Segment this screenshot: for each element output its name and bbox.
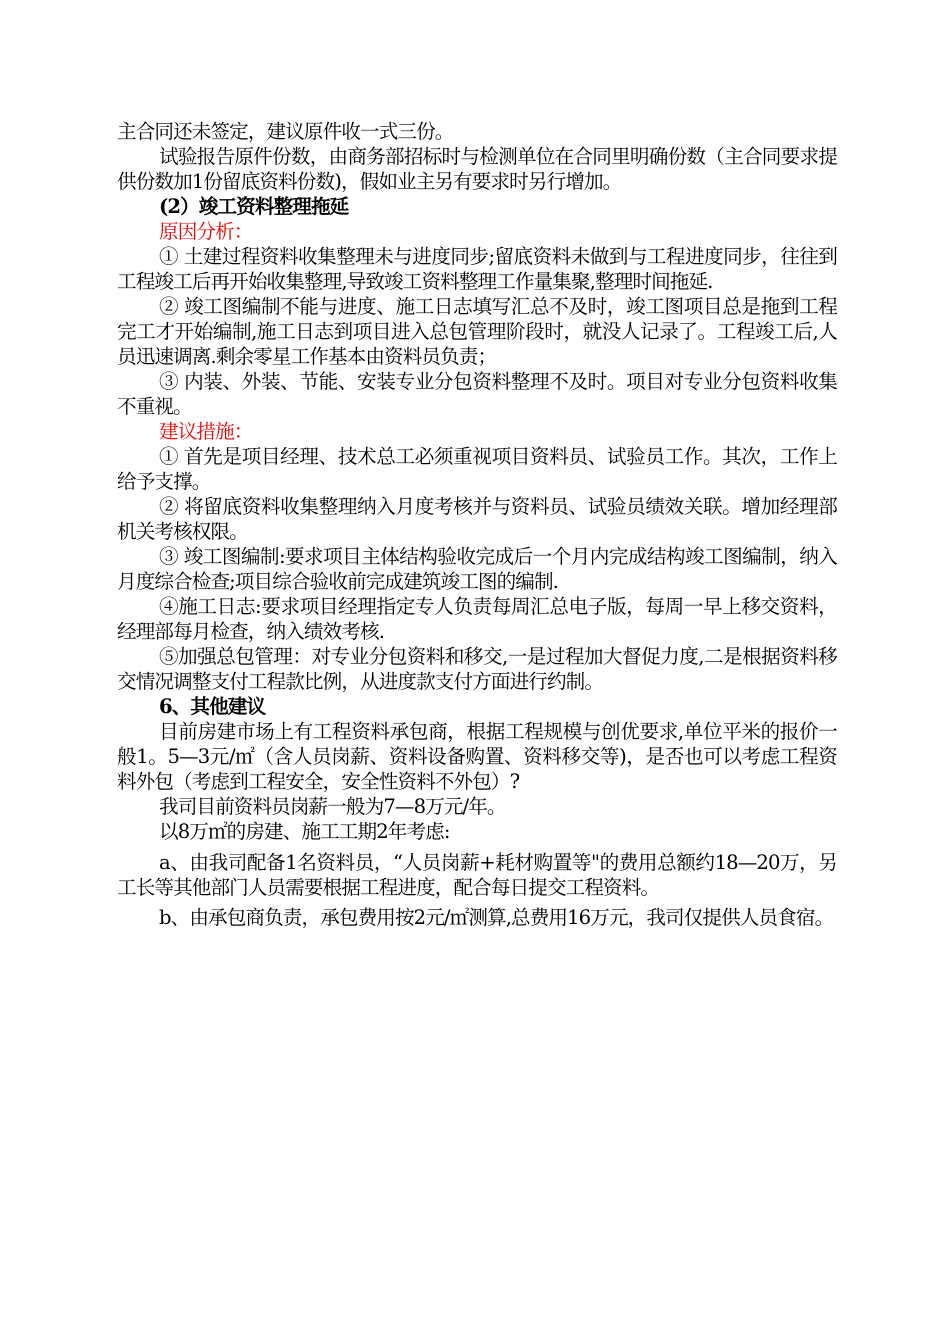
cause-item-3: ③ 内装、外装、节能、安装专业分包资料整理不及时。项目对专业分包资料收集不重视。 [117, 370, 837, 418]
measure-item-5: ⑤加强总包管理：对专业分包资料和移交,一是过程加大督促力度,二是根据资料移交情况调整支付工程款比例，从进度款支付方面进行约制。 [117, 645, 837, 693]
subheading-suggested-measures: 建议措施： [159, 420, 253, 443]
paragraph-test-report-copies: 试验报告原件份数，由商务部招标时与检测单位在合同里明确份数（主合同要求提供份数加1份留底资料份数)，假如业主另有要求时另行增加。 [117, 145, 837, 193]
cause-item-1: ① 土建过程资料收集整理未与进度同步;留底资料未做到与工程进度同步，往往到工程竣工后再开始收集整理,导致竣工资料整理工作量集聚,整理时间拖延. [117, 245, 837, 293]
paragraph-salary: 我司目前资料员岗薪一般为7—8万元/年。 [159, 795, 506, 818]
section-heading-other-suggestions: 6、其他建议 [159, 695, 266, 718]
paragraph-contract-copies: 主合同还未签定，建议原件收一式三份。 [117, 120, 454, 143]
subheading-cause-analysis: 原因分析： [159, 220, 253, 243]
measure-item-4: ④施工日志:要求项目经理指定专人负责每周汇总电子版，每周一早上移交资料，经理部每月检查，纳入绩效考核. [117, 595, 837, 643]
paragraph-outsourcing-market: 目前房建市场上有工程资料承包商，根据工程规模与创优要求,单位平米的报价一般1。5—3元/㎡（含人员岗薪、资料设备购置、资料移交等)，是否也可以考虑工程资料外包（考虑到工程安全，安全性资料不外包）? [117, 720, 837, 793]
measure-item-2: ② 将留底资料收集整理纳入月度考核并与资料员、试验员绩效关联。增加经理部机关考核权限。 [117, 495, 837, 543]
section-heading-delay: (2）竣工资料整理拖延 [159, 195, 349, 218]
option-a: a、由我司配备1名资料员，“人员岗薪+耗材购置等"的费用总额约18—20万，另工长等其他部门人员需要根据工程进度，配合每日提交工程资料。 [117, 851, 837, 899]
cause-item-2: ② 竣工图编制不能与进度、施工日志填写汇总不及时，竣工图项目总是拖到工程完工才开始编制,施工日志到项目进入总包管理阶段时，就没人记录了。工程竣工后,人员迅速调离.剩余零星工作基本由资料员负责； [117, 295, 837, 368]
paragraph-assumption: 以8万㎡的房建、施工工期2年考虑: [159, 820, 450, 843]
measure-item-3: ③ 竣工图编制:要求项目主体结构验收完成后一个月内完成结构竣工图编制，纳入月度综合检查;项目综合验收前完成建筑竣工图的编制. [117, 545, 837, 593]
document-body [117, 119, 837, 930]
measure-item-1: ① 首先是项目经理、技术总工必须重视项目资料员、试验员工作。其次，工作上给予支撑。 [117, 445, 837, 493]
option-b: b、由承包商负责，承包费用按2元/㎡测算,总费用16万元，我司仅提供人员食宿。 [159, 906, 834, 929]
